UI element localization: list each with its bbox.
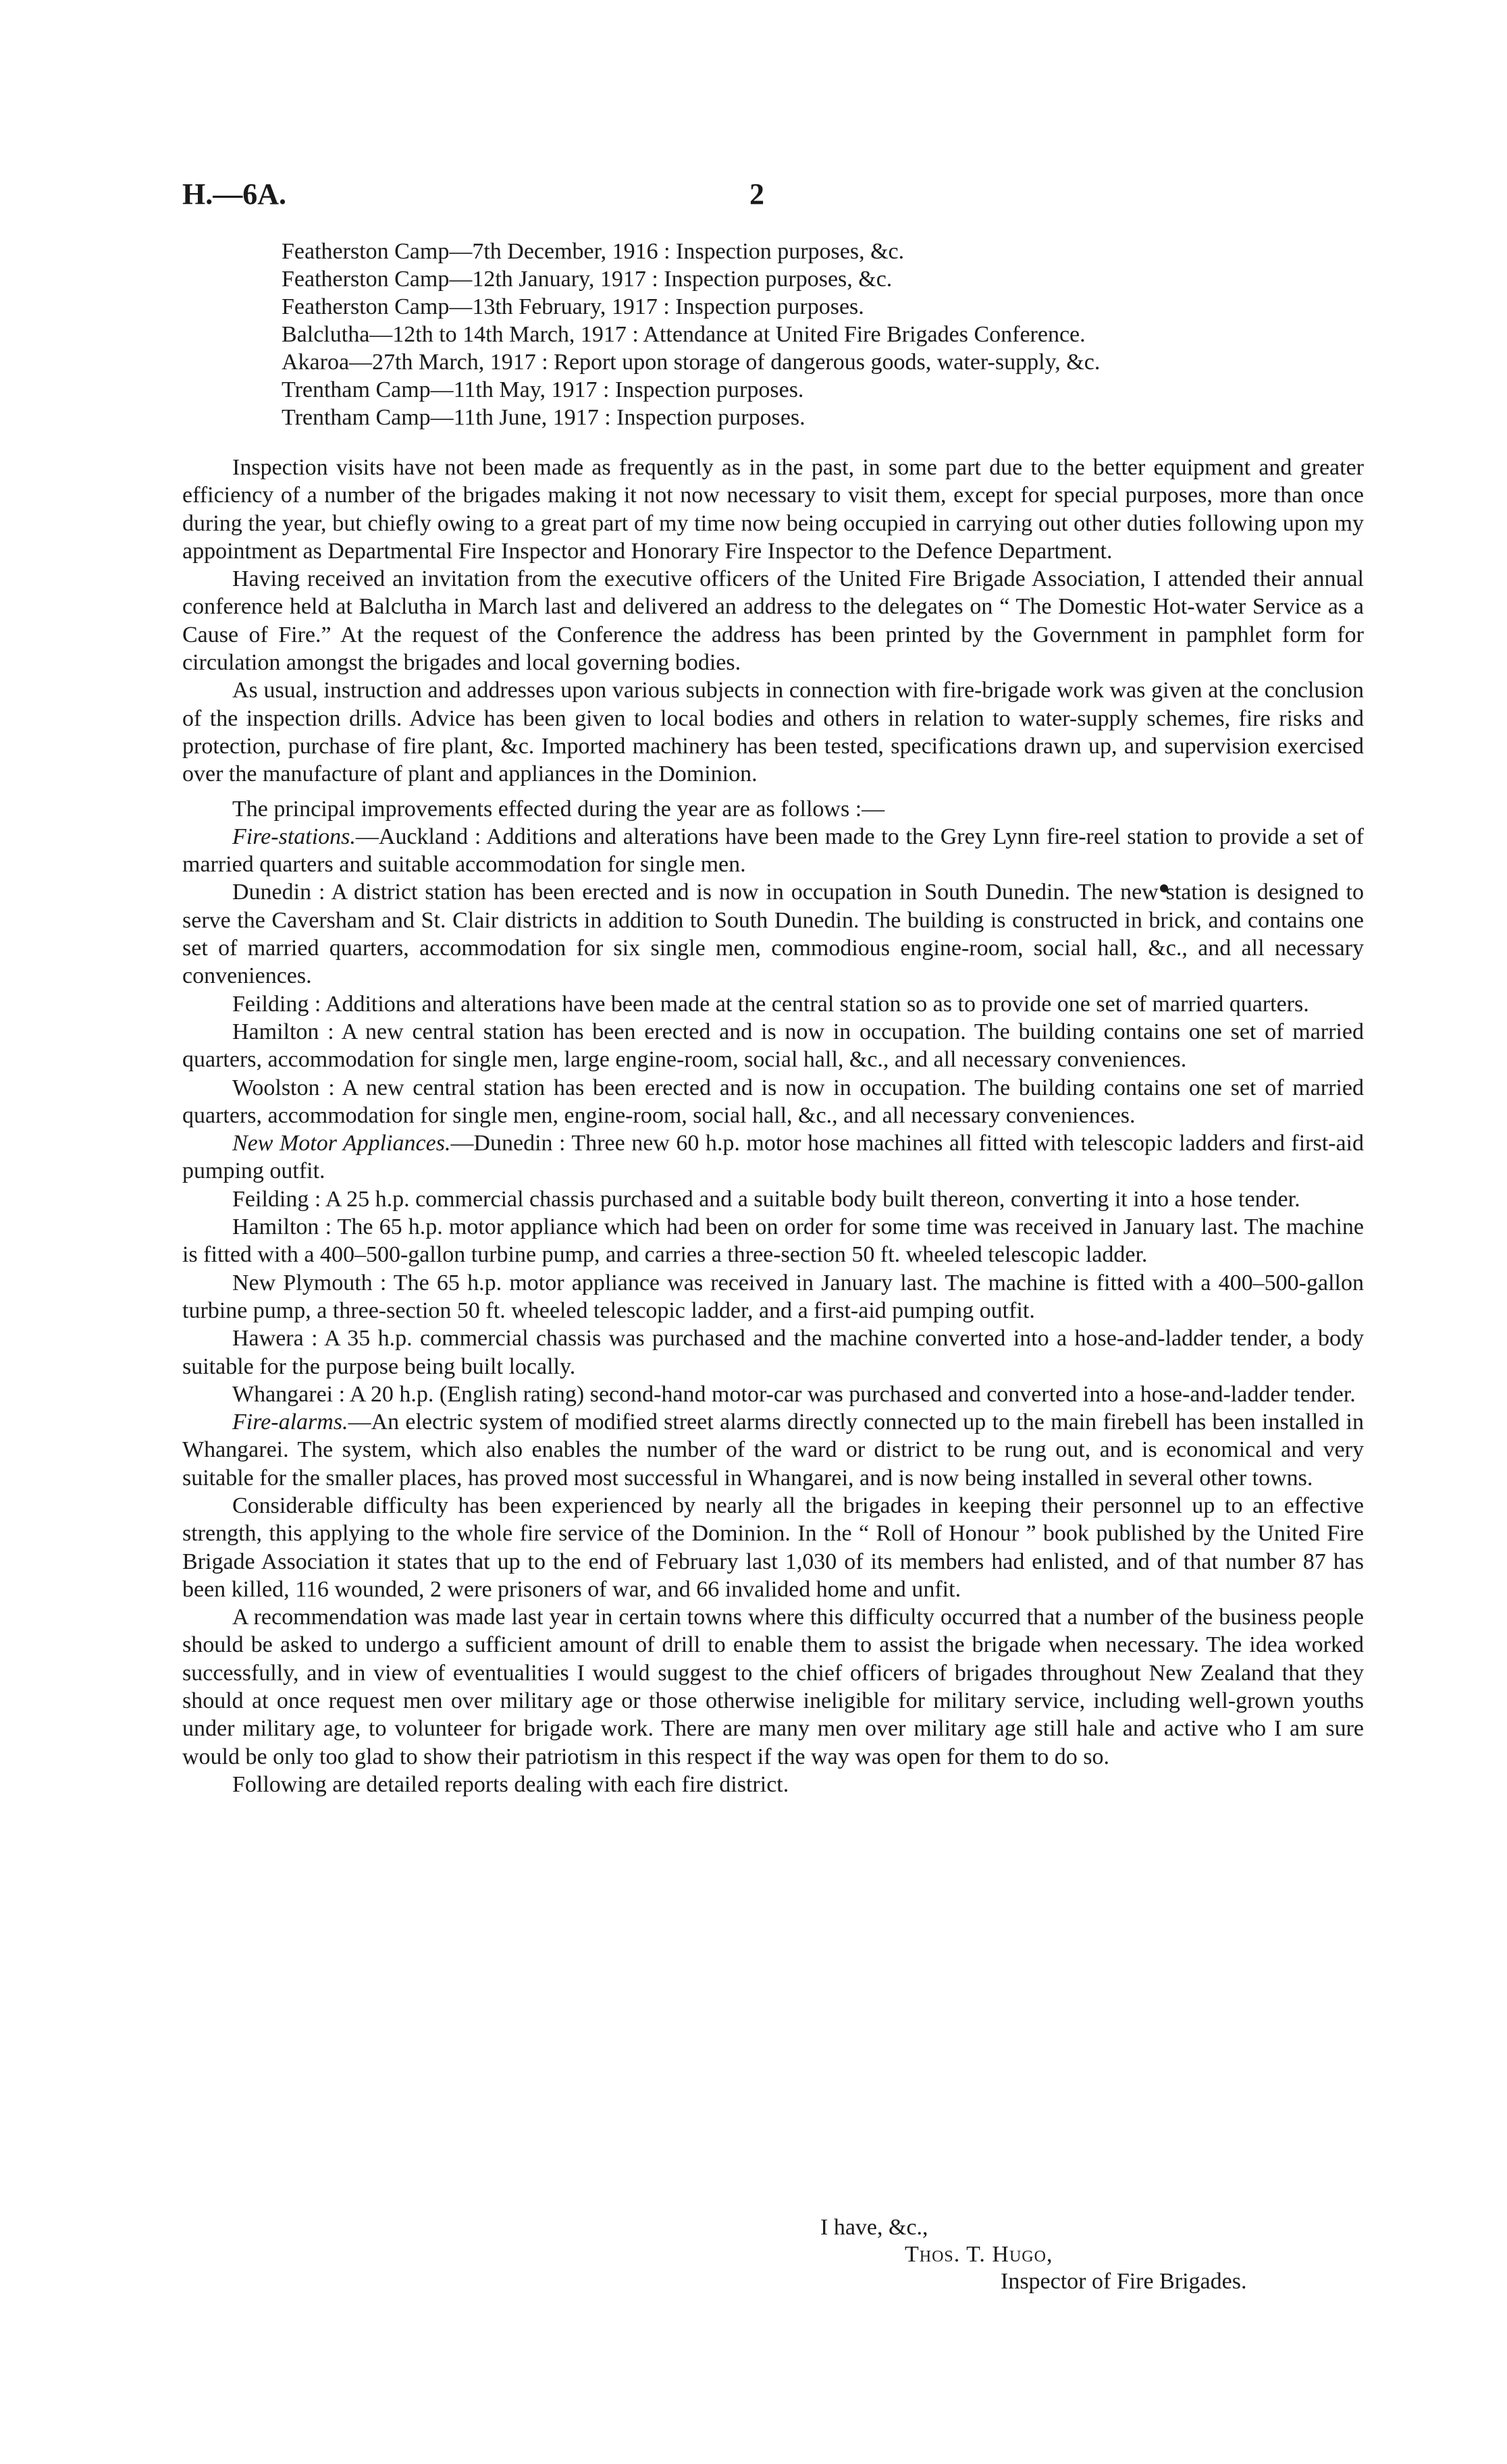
paragraph-fire-stations-auckland: Fire-stations.—Auckland : Additions and alterations have been made to the Grey Lynn fire-reel station to provide a set of married quarters and suitable accommodation for single men. <box>182 824 1364 878</box>
paragraph-motor-appliances-dunedin: New Motor Appliances.—Dunedin : Three new 60 h.p. motor hose machines all fitted with telescopic ladders and first-aid pumping outfit. <box>182 1131 1365 1184</box>
visit-entry: Balclutha—12th to 14th March, 1917 : Attendance at United Fire Brigades Conference. <box>282 322 1086 347</box>
paragraph-following-reports: Following are detailed reports dealing with each fire district. <box>232 1771 789 1797</box>
closing-line: I have, &c., <box>820 2215 928 2240</box>
paragraph-feilding-station: Feilding : Additions and alterations have been made at the central station so as to provide one set of married quarters. <box>232 991 1309 1017</box>
paragraph-instruction: As usual, instruction and addresses upon various subjects in connection with fire-brigade work was given at the conclusion of the inspection drills. Advice has been given to local bodies and others in relation to water-supply schemes, fire risks and protection, purchase of fire plant, &c. Imported machinery has been tested, specifications drawn up, and supervision exercised over the manufacture of plant and appliances in the Dominion. <box>182 678 1364 787</box>
visit-entry: Trentham Camp—11th June, 1917 : Inspection purposes. <box>282 405 805 430</box>
paragraph-recommendation: A recommendation was made last year in certain towns where this difficulty occurred that a number of the business people should be asked to undergo a sufficient amount of drill to enable them to assist the brigade when necessary. The idea worked successfully, and in view of eventualities I would suggest to the chief officers of brigades throughout New Zealand that they should at once request men over military age or those otherwise ineligible for military service, including well-grown youths under military age, to volunteer for brigade work. There are many men over military age still hale and active who I am sure would be only too glad to show their patriotism in this respect if the way was open for them to do so. <box>182 1605 1364 1769</box>
paragraph-woolston-station: Woolston : A new central station has been erected and is now in occupation. The building contains one set of married quarters, accommodation for single men, engine-room, social hall, &c., and all necessary conveniences. <box>182 1075 1364 1128</box>
page-number: 2 <box>749 178 764 211</box>
visit-entry: Featherston Camp—13th February, 1917 : Inspection purposes. <box>282 294 864 319</box>
paragraph-fire-alarms: Fire-alarms.—An electric system of modified street alarms directly connected up to the main firebell has been installed in Whangarei. The system, which also enables the number of the ward or district to be rung out, and is economical and very suitable for the smaller places, has proved most successful in Whangarei, and is now being installed in several other towns. <box>182 1410 1364 1491</box>
signatory-title: Inspector of Fire Brigades. <box>1001 2269 1247 2294</box>
paragraph-new-plymouth-appliance: New Plymouth : The 65 h.p. motor appliance was received in January last. The machine is fitted with a 400–500-gallon turbine pump, a three-section 50 ft. wheeled telescopic ladder, and a first-aid pumping outfit. <box>182 1270 1364 1323</box>
section-heading-fire-stations: Fire-stations. <box>232 824 356 849</box>
paragraph-conference: Having received an invitation from the executive officers of the United Fire Brigade Association, I attended their annual conference held at Balclutha in March last and delivered an address to the delegates on “ The Domestic Hot-water Service as a Cause of Fire.” At the request of the Conference the address has been printed by the Government in pamphlet form for circulation amongst the brigades and local governing bodies. <box>182 566 1364 676</box>
inspection-visits-list <box>282 238 1362 431</box>
report-body <box>182 454 1364 1798</box>
section-heading-fire-alarms: Fire-alarms. <box>232 1410 348 1435</box>
paragraph-hamilton-appliance: Hamilton : The 65 h.p. motor appliance which had been on order for some time was received in January last. The machine is fitted with a 400–500-gallon turbine pump, and carries a three-section 50 ft. wheeled telescopic ladder. <box>182 1214 1364 1268</box>
paragraph-hawera-appliance: Hawera : A 35 h.p. commercial chassis was purchased and the machine converted into a hose-and-ladder tender, a body suitable for the purpose being built locally. <box>182 1326 1364 1379</box>
page-header <box>182 177 1364 217</box>
section-heading-motor-appliances: New Motor Appliances. <box>232 1131 451 1156</box>
paragraph-improvements-intro: The principal improvements effected during the year are as follows :— <box>232 796 885 822</box>
visit-entry: Featherston Camp—12th January, 1917 : Inspection purposes, &c. <box>282 267 893 292</box>
signature-block <box>182 2214 1364 2295</box>
paragraph-whangarei-appliance: Whangarei : A 20 h.p. (English rating) second-hand motor-car was purchased and converted into a hose-and-ladder tender. <box>232 1381 1356 1407</box>
paragraph-dunedin-station: Dunedin : A district station has been erected and is now in occupation in South Dunedin. The new station is designed to serve the Caversham and St. Clair districts in addition to South Dunedin. The building is constructed in brick, and contains one set of married quarters, accommodation for six single men, commodious engine-room, social hall, &c., and all necessary conveniences. <box>182 880 1364 989</box>
paragraph-inspection-visits: Inspection visits have not been made as frequently as in the past, in some part due to the better equipment and greater efficiency of a number of the brigades making it not now necessary to visit them, except for special purposes, more than once during the year, but chiefly owing to a great part of my time now being occupied in carrying out other duties following upon my appointment as Departmental Fire Inspector and Honorary Fire Inspector to the Defence Department. <box>182 455 1364 564</box>
paragraph-personnel: Considerable difficulty has been experienced by nearly all the brigades in keeping their personnel up to an effective strength, this applying to the whole fire service of the Dominion. In the “ Roll of Honour ” book published by the United Fire Brigade Association it states that up to the end of February last 1,030 of its members had enlisted, and of that number 87 has been killed, 116 wounded, 2 were prisoners of war, and 66 invalided home and unfit. <box>182 1493 1364 1602</box>
paragraph-feilding-appliance: Feilding : A 25 h.p. commercial chassis purchased and a suitable body built thereon, converting it into a hose tender. <box>232 1186 1300 1212</box>
signatory-name: Thos. T. Hugo, <box>905 2242 1053 2267</box>
visit-entry: Trentham Camp—11th May, 1917 : Inspection purposes. <box>282 377 804 402</box>
paragraph-hamilton-station: Hamilton : A new central station has been erected and is now in occupation. The building contains one set of married quarters, accommodation for single men, large engine-room, social hall, &c., and all necessary conveniences. <box>182 1019 1364 1073</box>
visit-entry: Featherston Camp—7th December, 1916 : Inspection purposes, &c. <box>282 239 905 264</box>
document-reference: H.—6A. <box>182 178 286 211</box>
visit-entry: Akaroa—27th March, 1917 : Report upon storage of dangerous goods, water-supply, &c. <box>282 350 1101 375</box>
